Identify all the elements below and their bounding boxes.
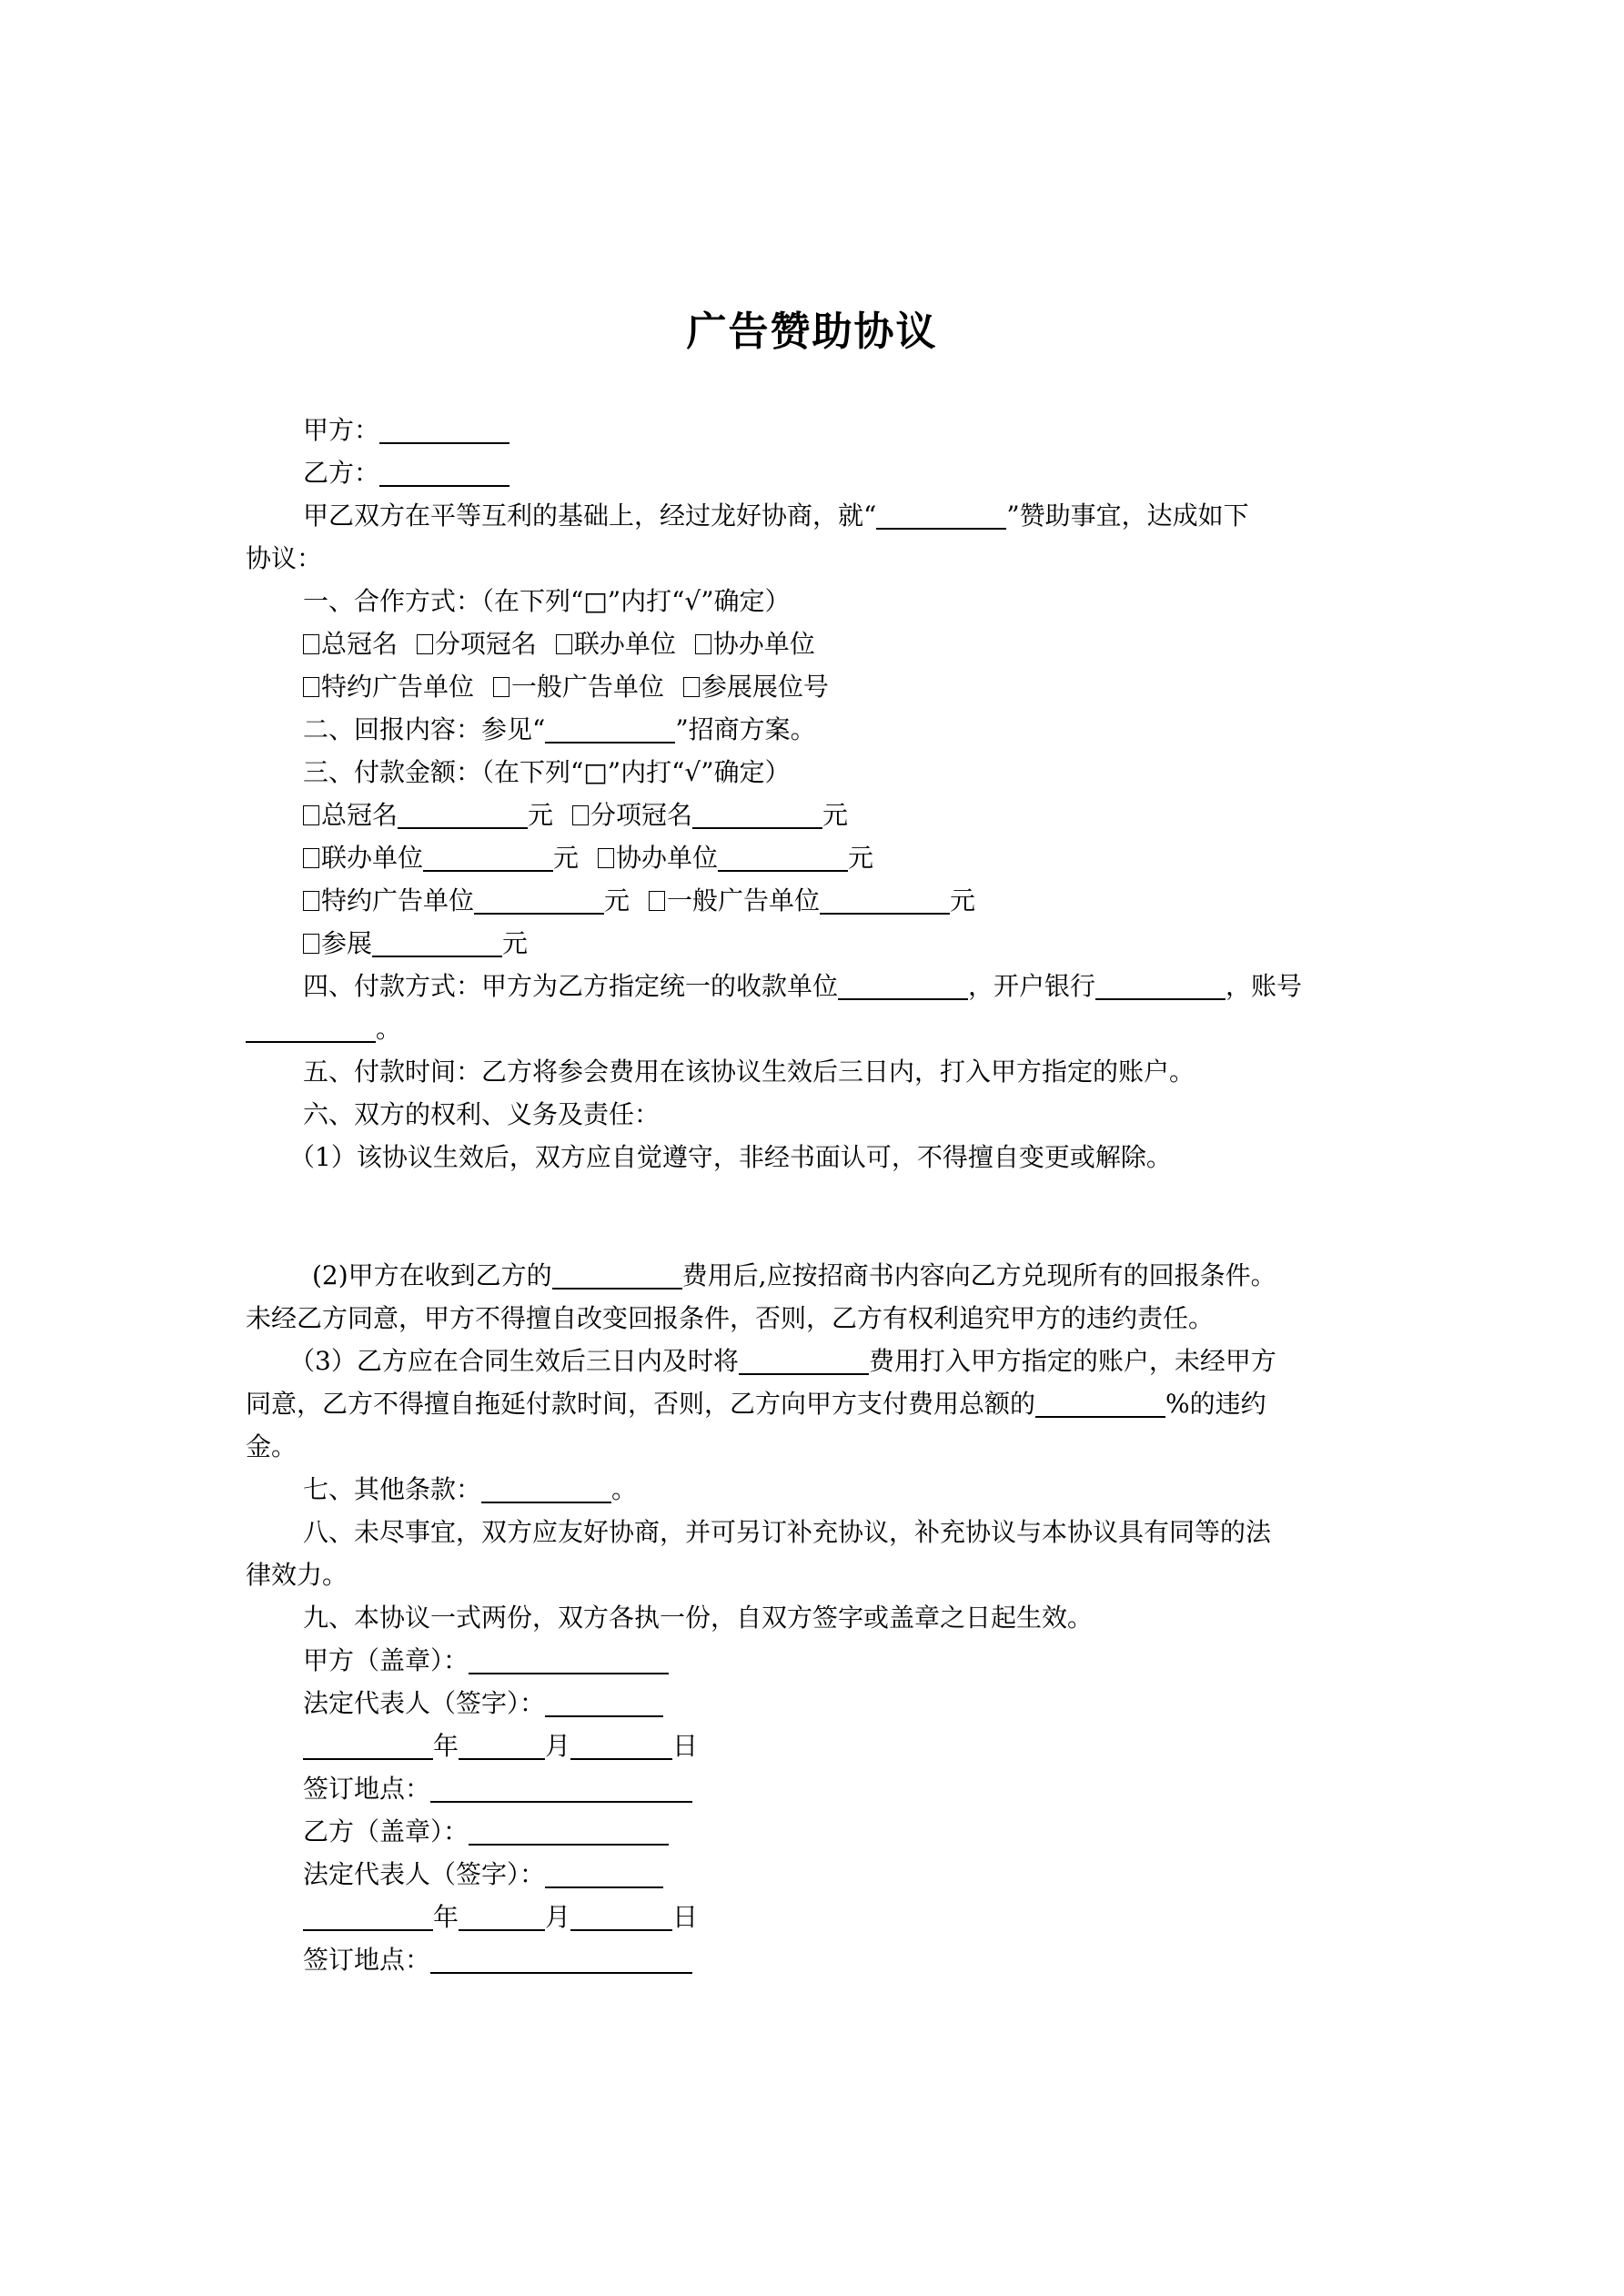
party-b-rep-blank[interactable] (545, 1861, 663, 1888)
cooperation-options-row2: 特约广告单位 一般广告单位 参展展位号 (303, 671, 829, 703)
checkbox[interactable] (303, 677, 319, 697)
checkbox[interactable] (303, 634, 319, 654)
payee-blank[interactable] (838, 973, 968, 1000)
bank-blank[interactable] (1095, 973, 1226, 1000)
section-9: 九、本协议一式两份，双方各执一份，自双方签字或盖章之日起生效。 (303, 1603, 1094, 1633)
party-a-rep-blank[interactable] (545, 1690, 663, 1717)
amount-blank[interactable] (372, 930, 502, 957)
section-5: 五、付款时间：乙方将参会费用在该协议生效后三日内，打入甲方指定的账户。 (303, 1057, 1195, 1087)
account-number-blank[interactable] (246, 1016, 376, 1043)
checkbox[interactable] (303, 934, 319, 954)
fee-blank[interactable] (739, 1348, 869, 1375)
year-blank[interactable] (303, 1733, 433, 1760)
payment-row4: 参展 元 (303, 927, 528, 960)
party-b-blank[interactable] (379, 460, 509, 487)
plan-name-blank[interactable] (545, 716, 675, 743)
section-8-cont: 律效力。 (246, 1560, 348, 1590)
intro-cont: 协议： (246, 543, 323, 573)
amount-blank[interactable] (718, 845, 848, 872)
section-3-heading: 三、付款金额：（在下列“□”内打“√”确定） (303, 757, 791, 787)
cooperation-options-row1: 总冠名 分项冠名 联办单位 协办单位 (303, 628, 815, 661)
payment-row2: 联办单位 元 协办单位 元 (303, 842, 873, 875)
party-b-seal-blank[interactable] (469, 1818, 669, 1846)
amount-blank[interactable] (692, 802, 822, 829)
party-b-place: 签订地点： (303, 1944, 692, 1977)
checkbox[interactable] (683, 677, 700, 697)
checkbox[interactable] (649, 891, 665, 911)
checkbox[interactable] (303, 805, 319, 825)
section-8: 八、未尽事宜，双方应友好协商，并可另订补充协议，补充协议与本协议具有同等的法 (303, 1517, 1272, 1547)
clause-6-1: （1）该协议生效后，双方应自觉遵守，非经书面认可，不得擅自变更或解除。 (289, 1142, 1172, 1172)
month-blank[interactable] (459, 1733, 545, 1760)
checkbox[interactable] (598, 848, 614, 868)
section-4: 四、付款方式：甲方为乙方指定统一的收款单位 ，开户银行 ，账号 (303, 971, 1303, 1001)
amount-blank[interactable] (820, 887, 950, 915)
checkbox[interactable] (417, 634, 433, 654)
party-a-place: 签订地点： (303, 1773, 692, 1805)
party-a-line: 甲方： (303, 414, 509, 447)
checkbox[interactable] (695, 634, 711, 654)
day-blank[interactable] (570, 1733, 672, 1760)
section-7: 七、其他条款： 。 (303, 1474, 638, 1504)
party-b-line: 乙方： (303, 457, 509, 490)
month-blank[interactable] (459, 1904, 545, 1931)
clause-6-3: （3）乙方应在合同生效后三日内及时将 费用打入甲方指定的账户，未经甲方 (289, 1346, 1276, 1376)
party-a-seal: 甲方（盖章）： (303, 1644, 669, 1677)
amount-blank[interactable] (398, 802, 528, 829)
party-a-date: 年 月 日 (303, 1730, 698, 1763)
party-a-representative: 法定代表人（签字）： (303, 1687, 663, 1720)
intro-line: 甲乙双方在平等互利的基础上，经过龙好协商，就“ ”赞助事宜，达成如下 (303, 501, 1249, 531)
payment-row3: 特约广告单位 元 一般广告单位 元 (303, 885, 975, 917)
fee-blank[interactable] (552, 1262, 682, 1290)
party-a-blank[interactable] (379, 417, 509, 444)
section-1-heading: 一、合作方式：（在下列“□”内打“√”确定） (303, 586, 791, 616)
clause-6-2-cont: 未经乙方同意，甲方不得擅自改变回报条件，否则，乙方有权利追究甲方的违约责任。 (246, 1303, 1215, 1333)
party-b-date: 年 月 日 (303, 1901, 698, 1934)
section-6-heading: 六、双方的权利、义务及责任： (303, 1099, 661, 1129)
document-title: 广告赞助协议 (686, 308, 938, 355)
section-4-cont: 。 (246, 1013, 401, 1046)
penalty-percent-blank[interactable] (1035, 1391, 1165, 1418)
section-2: 二、回报内容：参见“ ”招商方案。 (303, 714, 816, 744)
other-terms-blank[interactable] (481, 1476, 611, 1503)
day-blank[interactable] (570, 1904, 672, 1931)
place-blank[interactable] (430, 1947, 692, 1974)
place-blank[interactable] (430, 1775, 692, 1803)
payment-row1: 总冠名 元 分项冠名 元 (303, 799, 848, 832)
amount-blank[interactable] (423, 845, 553, 872)
party-b-representative: 法定代表人（签字）： (303, 1858, 663, 1891)
clause-6-3-cont: 同意，乙方不得擅自拖延付款时间，否则，乙方向甲方支付费用总额的 %的违约 (246, 1389, 1266, 1419)
checkbox[interactable] (556, 634, 572, 654)
amount-blank[interactable] (474, 887, 604, 915)
checkbox[interactable] (572, 805, 589, 825)
checkbox[interactable] (303, 848, 319, 868)
party-a-seal-blank[interactable] (469, 1647, 669, 1674)
clause-6-3-end: 金。 (246, 1431, 298, 1462)
clause-6-2: (2)甲方在收到乙方的 费用后,应按招商书内容向乙方兑现所有的回报条件。 (312, 1260, 1276, 1290)
checkbox[interactable] (493, 677, 509, 697)
year-blank[interactable] (303, 1904, 433, 1931)
party-b-seal: 乙方（盖章）： (303, 1816, 669, 1848)
event-name-blank[interactable] (876, 502, 1006, 530)
checkbox[interactable] (303, 891, 319, 911)
